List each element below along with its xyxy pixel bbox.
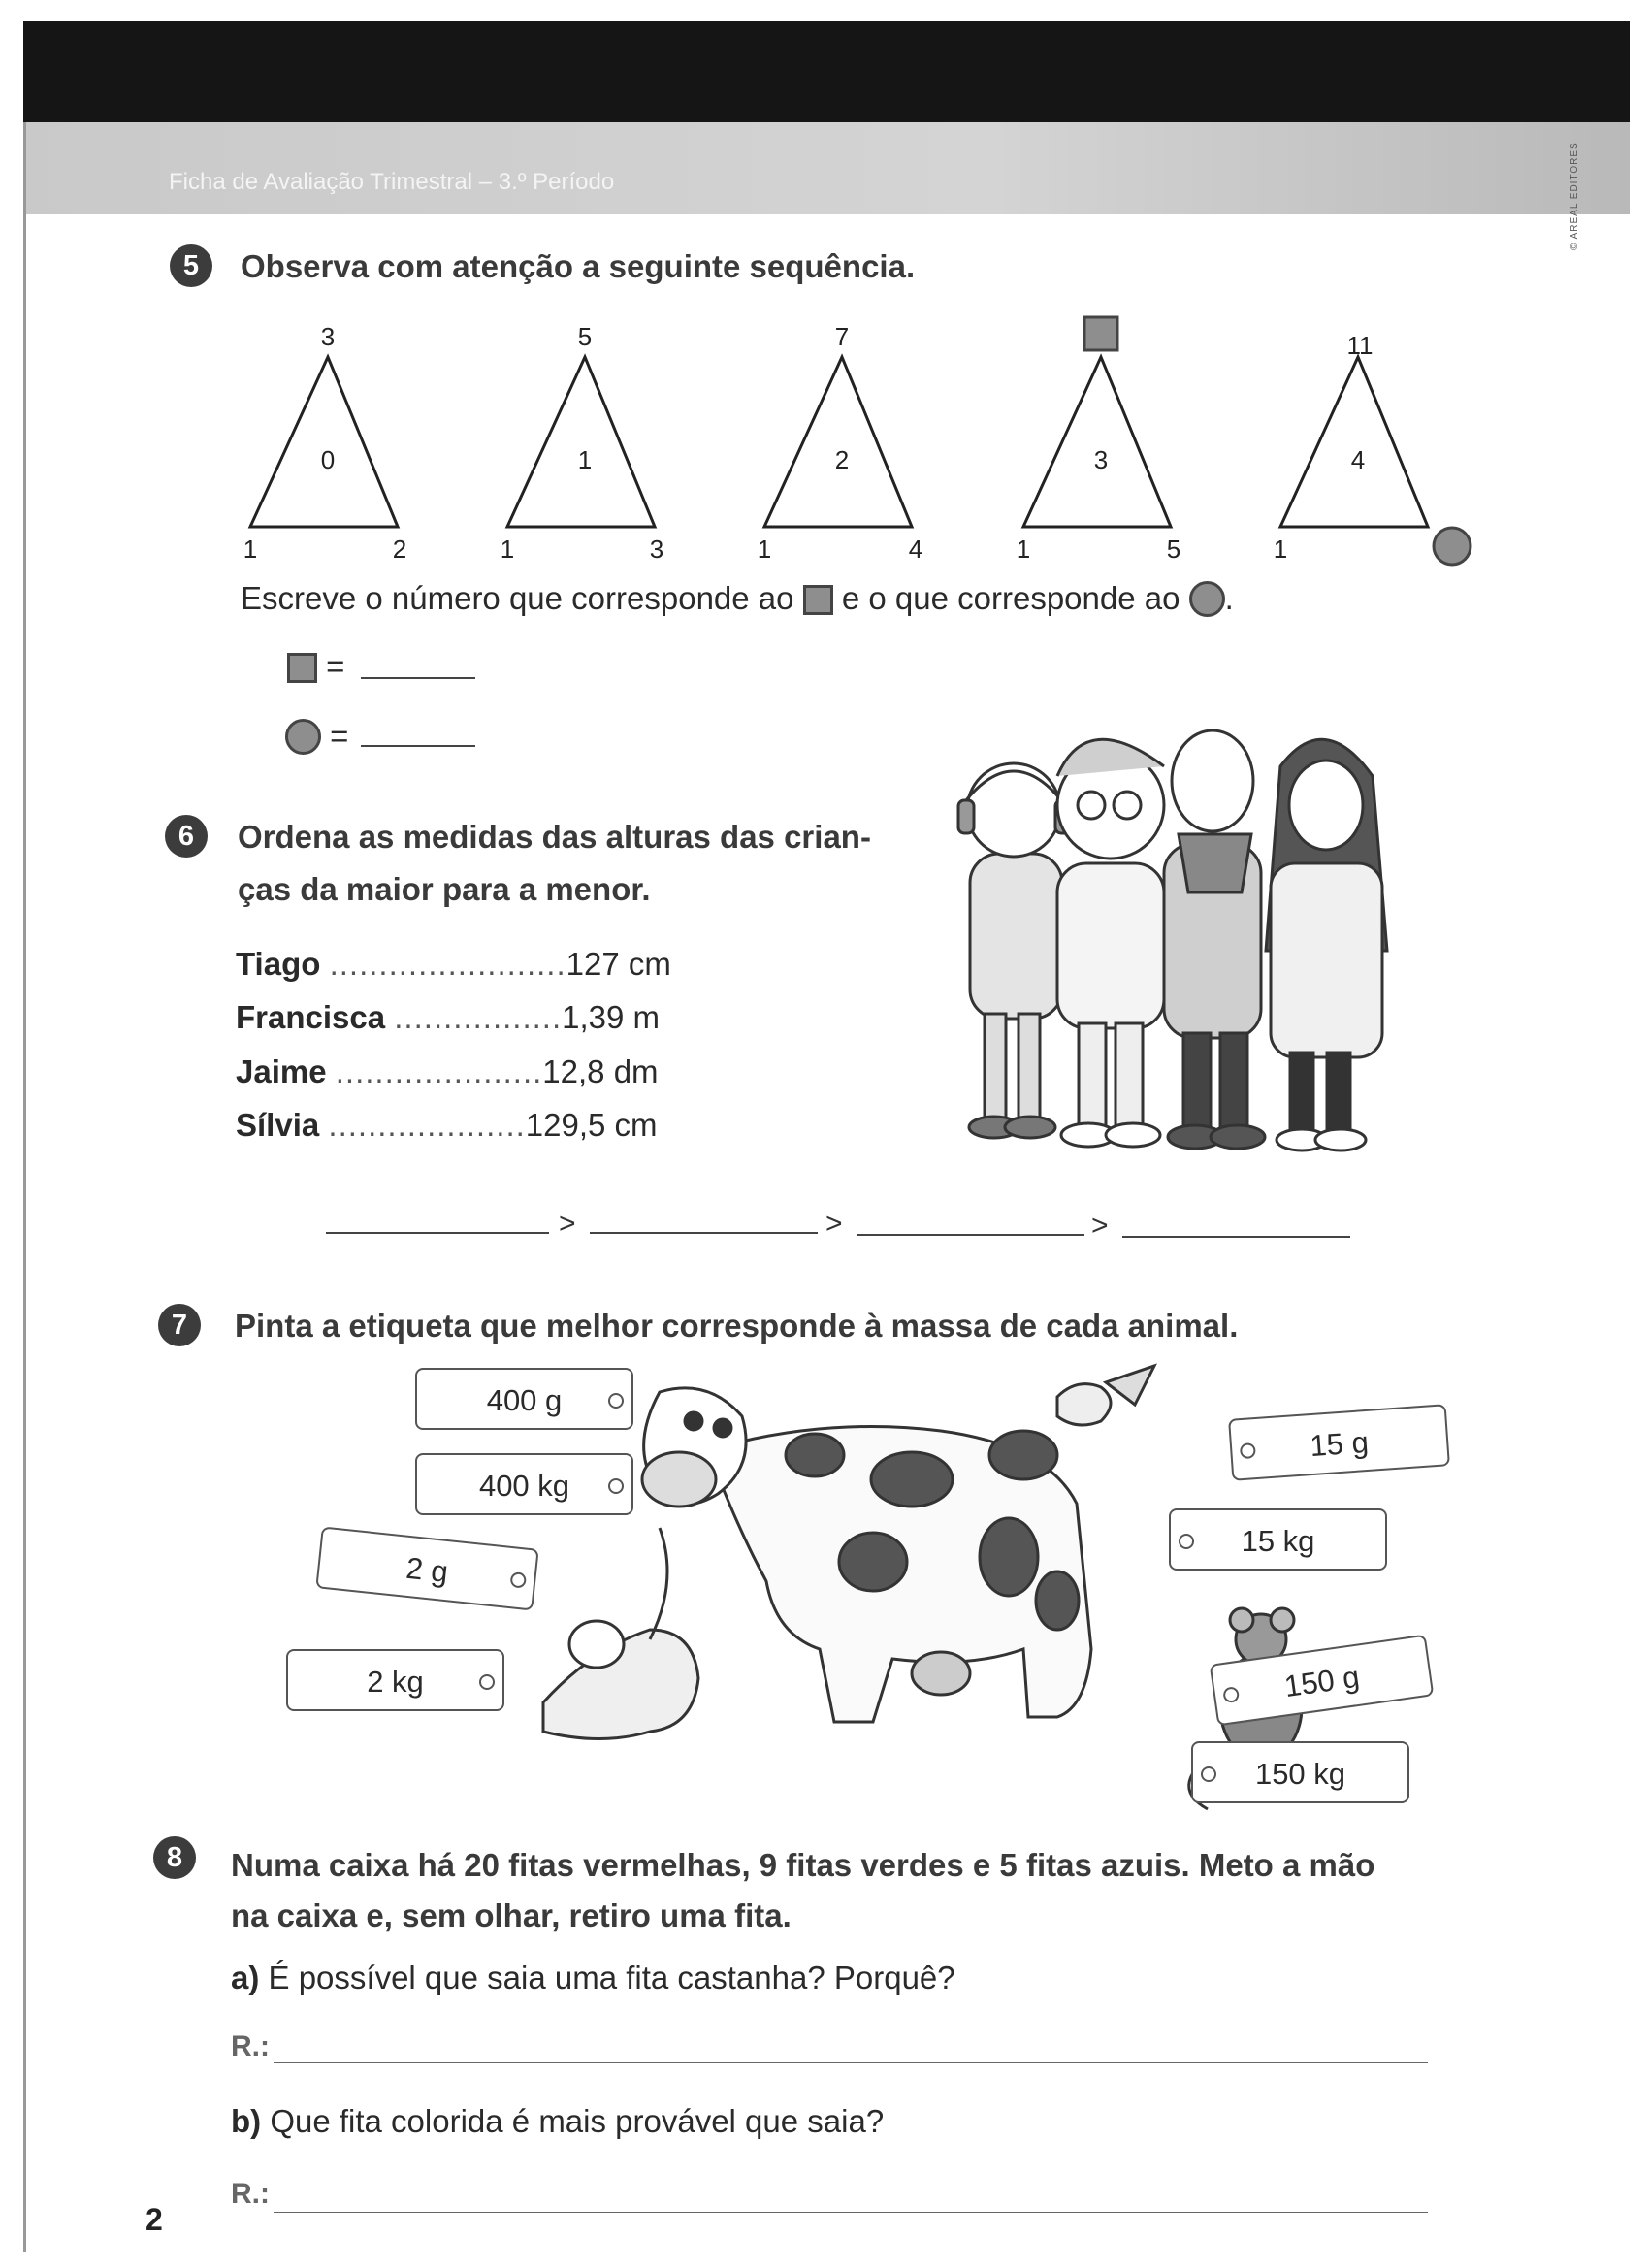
tag-400-g[interactable]	[415, 1368, 633, 1430]
triangle-3-right: 4	[908, 535, 923, 564]
tag-label: 400 kg	[478, 1469, 570, 1503]
triangle-3-left: 1	[757, 535, 772, 564]
question-8a	[231, 1960, 955, 1996]
tag-hole-icon	[1222, 1686, 1240, 1703]
children-illustration	[941, 698, 1416, 1164]
height-value: 127 cm	[566, 946, 671, 982]
circle-answer	[285, 718, 348, 755]
question-7-title: Pinta a etiqueta que melhor corresponde à massa de cada animal.	[235, 1308, 1239, 1344]
equals-sign: =	[326, 648, 345, 684]
question-8b-text: Que fita colorida é mais provável que saia?	[270, 2103, 885, 2139]
circle-icon	[1189, 581, 1225, 617]
triangle-1-top: 3	[320, 322, 336, 351]
tag-label: 400 g	[486, 1383, 563, 1417]
question-5-title: Observa com atenção a seguinte sequência.	[241, 248, 916, 284]
triangle-4-top-square	[1084, 317, 1117, 350]
tag-hole-icon	[1179, 1534, 1194, 1549]
child-name: Tiago	[236, 946, 321, 982]
height-value: 12,8 dm	[542, 1053, 659, 1089]
equals-sign: =	[330, 718, 349, 754]
instruction-text-2: e o que corresponde ao	[841, 580, 1180, 616]
leader-dots: ....................	[328, 1107, 526, 1143]
triangle-1	[250, 357, 398, 527]
square-answer-line[interactable]	[361, 677, 475, 679]
triangle-1-left: 1	[242, 535, 258, 564]
height-value: 129,5 cm	[525, 1107, 658, 1143]
greater-than-1: >	[559, 1208, 576, 1240]
answer-8b-line[interactable]	[274, 2212, 1428, 2213]
square-answer	[287, 648, 344, 685]
order-blank-4[interactable]	[1122, 1236, 1350, 1238]
instruction-end: .	[1224, 580, 1234, 616]
question-6-title-line1: Ordena as medidas das alturas das crian-	[238, 819, 871, 855]
triangle-3-center: 2	[834, 445, 850, 474]
answer-8a-prefix: R.:	[231, 2030, 270, 2062]
tag-hole-icon	[479, 1674, 495, 1690]
tag-400-kg[interactable]	[415, 1453, 633, 1515]
tag-label: 15 g	[1309, 1424, 1370, 1464]
triangle-4-center: 3	[1093, 445, 1109, 474]
height-value: 1,39 m	[562, 999, 661, 1035]
triangle-4-right: 5	[1166, 535, 1181, 564]
triangle-2-top: 5	[577, 322, 593, 351]
triangle-4	[1023, 357, 1171, 527]
answer-8a-line[interactable]	[274, 2062, 1428, 2063]
question-8b	[231, 2103, 884, 2140]
order-blank-1[interactable]	[326, 1232, 549, 1234]
tag-label: 2 kg	[367, 1665, 424, 1699]
tag-label: 150 kg	[1254, 1757, 1346, 1791]
top-dark-bar	[23, 21, 1630, 122]
tag-label: 15 kg	[1241, 1524, 1315, 1558]
order-blank-3[interactable]	[857, 1234, 1084, 1236]
square-icon	[287, 653, 317, 683]
tag-hole-icon	[1240, 1442, 1256, 1459]
triangle-5	[1280, 357, 1428, 527]
header-band	[23, 122, 1630, 214]
instruction-text-1: Escreve o número que corresponde ao	[241, 580, 794, 616]
question-8-title-line2: na caixa e, sem olhar, retiro uma fita.	[231, 1897, 792, 1933]
question-8a-text: É possível que saia uma fita castanha? Porquê?	[268, 1960, 955, 1995]
height-row-silvia	[236, 1107, 658, 1151]
triangle-2-left: 1	[500, 535, 515, 564]
triangle-5-right-circle	[1434, 528, 1471, 565]
order-blank-2[interactable]	[590, 1232, 818, 1234]
question-7-number: 7	[158, 1304, 201, 1346]
tag-150-kg[interactable]	[1191, 1741, 1409, 1803]
page-number: 2	[146, 2202, 163, 2237]
triangle-3-top: 7	[834, 322, 850, 351]
greater-than-2: >	[825, 1208, 843, 1240]
triangle-2-center: 1	[577, 445, 593, 474]
height-row-francisca	[236, 999, 660, 1044]
tag-hole-icon	[1201, 1766, 1216, 1782]
question-8a-label: a)	[231, 1960, 260, 1995]
tag-hole-icon	[608, 1478, 624, 1494]
question-5-number: 5	[170, 244, 212, 287]
height-row-jaime	[236, 1053, 659, 1098]
tag-label: 150 g	[1281, 1659, 1362, 1704]
triangle-5-left: 1	[1273, 535, 1288, 564]
tag-label: 2 g	[404, 1550, 450, 1590]
tag-2-kg[interactable]	[286, 1649, 504, 1711]
question-6-title-line2: ças da maior para a menor.	[238, 871, 651, 907]
child-name: Sílvia	[236, 1107, 320, 1143]
triangle-1-center: 0	[320, 445, 336, 474]
leader-dots: .....................	[335, 1053, 543, 1089]
question-8-number: 8	[153, 1836, 196, 1879]
triangle-2	[507, 357, 655, 527]
height-row-tiago	[236, 946, 671, 990]
question-6-number: 6	[165, 815, 208, 858]
tag-hole-icon	[608, 1393, 624, 1409]
header-title: Ficha de Avaliação Trimestral – 3.º Período	[169, 169, 615, 195]
triangle-5-center: 4	[1350, 445, 1366, 474]
tag-hole-icon	[509, 1571, 527, 1589]
tag-15-kg[interactable]	[1169, 1508, 1387, 1571]
child-name: Francisca	[236, 999, 386, 1035]
greater-than-3: >	[1091, 1210, 1109, 1242]
triangle-1-right: 2	[392, 535, 407, 564]
child-name: Jaime	[236, 1053, 327, 1089]
leader-dots: .................	[394, 999, 563, 1035]
question-8-title-line1: Numa caixa há 20 fitas vermelhas, 9 fitas verdes e 5 fitas azuis. Meto a mão	[231, 1847, 1375, 1883]
circle-answer-line[interactable]	[361, 745, 475, 747]
circle-icon	[285, 719, 321, 755]
answer-8b-prefix: R.:	[231, 2178, 270, 2210]
question-8b-label: b)	[231, 2103, 262, 2139]
copyright-notice: © AREAL EDITORES	[1569, 142, 1580, 250]
triangle-3	[764, 357, 912, 527]
square-icon	[803, 585, 833, 615]
triangle-5-top: 11	[1346, 331, 1374, 360]
triangle-4-left: 1	[1016, 535, 1031, 564]
triangle-2-right: 3	[649, 535, 664, 564]
triangle-sequence	[0, 310, 1649, 582]
leader-dots: ........................	[329, 946, 566, 982]
question-5-instruction	[241, 580, 1234, 617]
